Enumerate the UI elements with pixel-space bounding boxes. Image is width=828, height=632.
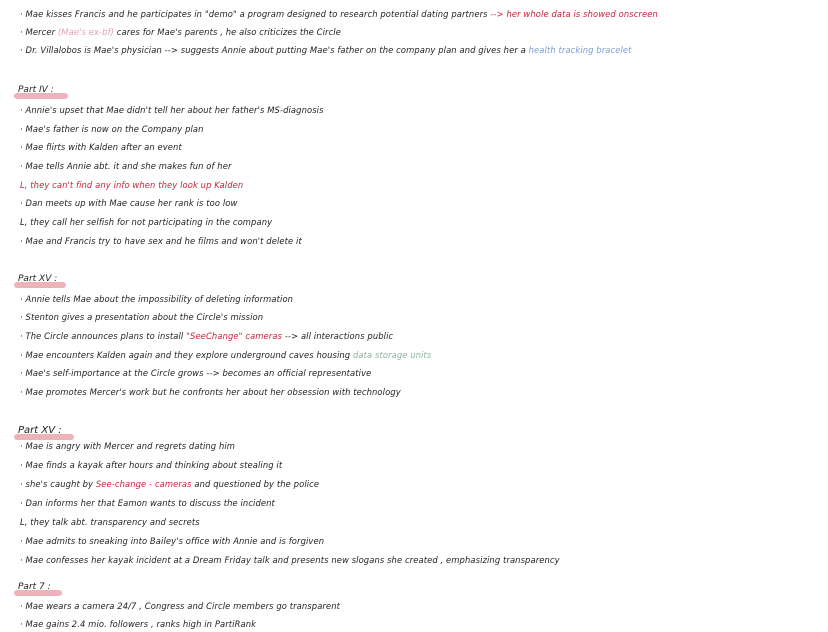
note-text: L, they talk abt. transparency and secrets bbox=[20, 517, 200, 527]
note-line bbox=[20, 618, 256, 630]
note-line bbox=[20, 497, 275, 509]
note-line bbox=[20, 44, 632, 56]
note-highlight-text: --> her whole data is showed onscreen bbox=[490, 9, 658, 19]
note-text: · Mae's self-importance at the Circle grows --> becomes an official representative bbox=[20, 368, 372, 378]
note-text: · Mae tells Annie abt. it and she makes fun of her bbox=[20, 161, 232, 171]
note-text: · The Circle announces plans to install bbox=[20, 331, 187, 341]
note-line bbox=[20, 349, 431, 361]
note-line bbox=[20, 367, 371, 379]
note-highlight-text: health tracking bracelet bbox=[528, 45, 632, 55]
note-line bbox=[20, 26, 341, 38]
note-text: · Dan informs her that Eamon wants to discuss the incident bbox=[20, 498, 275, 508]
note-text: · Mae admits to sneaking into Bailey's office with Annie and is forgiven bbox=[20, 536, 325, 546]
note-text: · Mae kisses Francis and he participates in "demo" a program designed to research potential dating partners bbox=[20, 9, 491, 19]
note-text: · Mae flirts with Kalden after an event bbox=[20, 142, 182, 152]
note-line bbox=[20, 478, 319, 490]
note-line bbox=[20, 160, 232, 172]
note-line bbox=[20, 104, 324, 116]
note-line bbox=[20, 554, 560, 566]
note-highlight-text: (Mae's ex-bf) bbox=[57, 27, 114, 37]
note-line bbox=[20, 123, 204, 135]
note-line bbox=[20, 330, 393, 342]
note-text: · Mae is angry with Mercer and regrets dating him bbox=[20, 441, 236, 451]
note-text: · Mae gains 2.4 mio. followers , ranks high in PartiRank bbox=[20, 619, 257, 629]
note-text: and questioned by the police bbox=[191, 479, 320, 489]
section-heading: Part 7 : bbox=[18, 582, 51, 592]
note-text: · she's caught by bbox=[20, 479, 96, 489]
note-highlight-text: data storage units bbox=[352, 350, 432, 360]
note-text: cares for Mae's parents , he also criticizes the Circle bbox=[114, 27, 341, 37]
note-text: · Annie's upset that Mae didn't tell her about her father's MS-diagnosis bbox=[20, 105, 324, 115]
note-line bbox=[20, 535, 324, 547]
note-line bbox=[20, 235, 302, 247]
note-text: · Stenton gives a presentation about the Circle's mission bbox=[20, 312, 264, 322]
section-heading: Part XV : bbox=[18, 274, 58, 284]
note-text: · Mae confesses her kayak incident at a Dream Friday talk and presents new slogans she created , emphasizing transparency bbox=[20, 555, 560, 565]
note-text: · Mae promotes Mercer's work but he confronts her about her obsession with technology bbox=[20, 387, 401, 397]
note-text: · Annie tells Mae about the impossibility of deleting information bbox=[20, 294, 294, 304]
note-line bbox=[20, 216, 272, 228]
note-text: · Mae's father is now on the Company plan bbox=[20, 124, 204, 134]
note-line bbox=[20, 600, 340, 612]
note-line bbox=[20, 311, 263, 323]
note-text: · Dr. Villalobos is Mae's physician --> suggests Annie about putting Mae's father on the company plan and gives her a bbox=[20, 45, 529, 55]
note-line bbox=[20, 179, 243, 191]
note-line bbox=[20, 141, 182, 153]
note-line bbox=[20, 459, 282, 471]
section-heading: Part XV : bbox=[18, 425, 62, 436]
note-line bbox=[20, 440, 235, 452]
note-text: · Mae encounters Kalden again and they explore underground caves housing bbox=[20, 350, 353, 360]
note-text: --> all interactions public bbox=[282, 331, 394, 341]
note-highlight-text: L, they can't find any info when they look up Kalden bbox=[20, 180, 244, 190]
note-text: · Dan meets up with Mae cause her rank is too low bbox=[20, 198, 238, 208]
note-line bbox=[20, 8, 658, 20]
note-line bbox=[20, 197, 237, 209]
note-text: L, they call her selfish for not participating in the company bbox=[20, 217, 273, 227]
section-heading: Part IV : bbox=[18, 85, 54, 95]
note-text: · Mae finds a kayak after hours and thinking about stealing it bbox=[20, 460, 283, 470]
note-line bbox=[20, 293, 293, 305]
note-highlight-text: "SeeChange" cameras bbox=[186, 331, 283, 341]
note-text: · Mae wears a camera 24/7 , Congress and Circle members go transparent bbox=[20, 601, 341, 611]
note-highlight-text: See-change - cameras bbox=[95, 479, 192, 489]
note-line bbox=[20, 516, 200, 528]
note-line bbox=[20, 386, 401, 398]
note-text: · Mercer bbox=[20, 27, 58, 37]
note-text: · Mae and Francis try to have sex and he films and won't delete it bbox=[20, 236, 302, 246]
